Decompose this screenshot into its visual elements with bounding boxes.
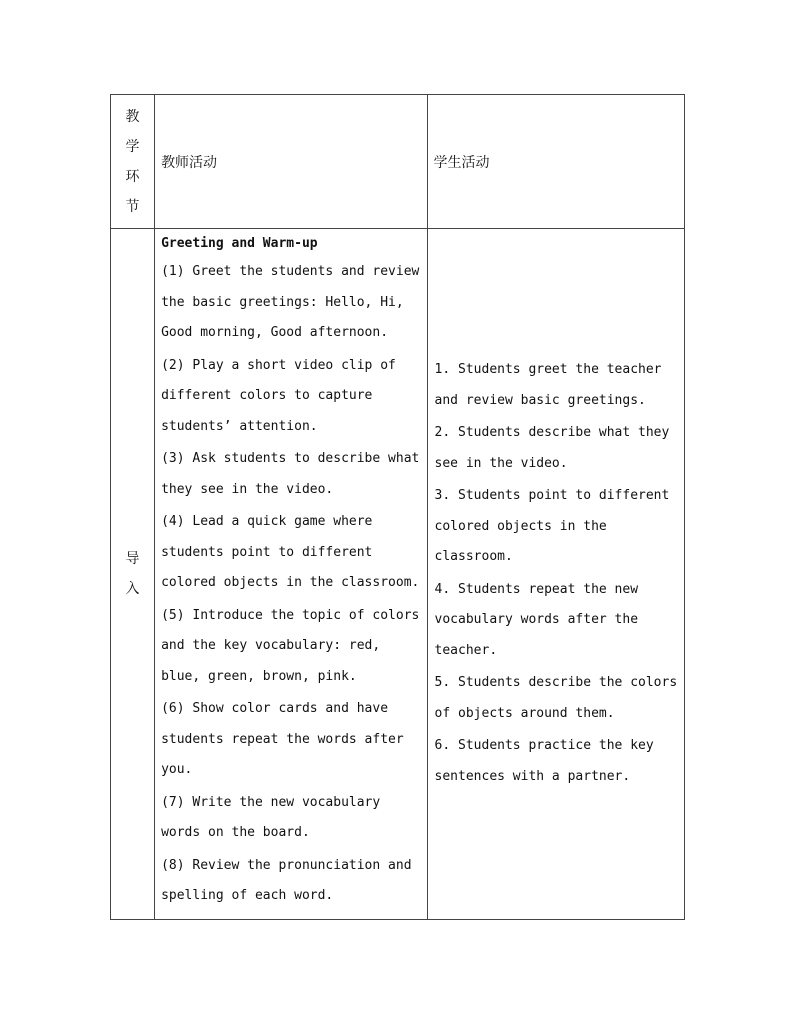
table-header-row [111, 95, 685, 229]
teacher-activity-item: (8) Review the pronunciation and spelling of each word. [161, 857, 412, 903]
teacher-activity-item: (4) Lead a quick game where students point to different colored objects in the classroom. [161, 514, 420, 590]
student-activity-cell [427, 229, 684, 920]
stage-cell [111, 229, 155, 920]
stage-header-char: 学 [125, 138, 140, 155]
stage-header-cell [111, 95, 155, 229]
student-activity-item: 6. Students practice the key sentences with a partner. [434, 738, 654, 784]
stage-char: 导 [125, 551, 140, 567]
teacher-activity-item: (5) Introduce the topic of colors and the key vocabulary: red, blue, green, brown, pink. [161, 607, 420, 684]
student-activity-item: 5. Students describe the colors of objects around them. [434, 675, 678, 721]
teacher-activity-cell [155, 229, 427, 920]
student-activity-item: 3. Students point to different colored objects in the classroom. [434, 488, 670, 564]
teacher-activity-item: (1) Greet the students and review the basic greetings: Hello, Hi, Good morning, Good afternoon. [161, 264, 420, 340]
stage-header-label [111, 102, 154, 222]
student-activity-item: 1. Students greet the teacher and review basic greetings. [434, 362, 662, 408]
student-activity-header-cell [427, 95, 684, 229]
table-row [111, 229, 685, 920]
stage-label [111, 544, 154, 604]
teacher-activity-item: (2) Play a short video clip of different colors to capture students’ attention. [161, 357, 396, 434]
stage-char: 入 [125, 581, 140, 597]
teacher-activity-header: 教师活动 [161, 154, 218, 171]
student-activity-item: 4. Students repeat the new vocabulary words after the teacher. [434, 581, 639, 658]
lesson-plan-table [110, 94, 685, 920]
section-title: Greeting and Warm-up [161, 236, 318, 251]
stage-header-char: 环 [125, 168, 140, 185]
stage-header-char: 节 [125, 198, 140, 215]
teacher-activity-item: (3) Ask students to describe what they see in the video. [161, 451, 420, 497]
teacher-activity-item: (7) Write the new vocabulary words on the board. [161, 794, 381, 840]
teacher-activity-header-cell [155, 95, 427, 229]
stage-header-char: 教 [125, 108, 140, 125]
student-activity-header: 学生活动 [433, 154, 490, 171]
teacher-activity-item: (6) Show color cards and have students repeat the words after you. [161, 701, 404, 777]
student-activity-item: 2. Students describe what they see in the video. [434, 425, 670, 471]
